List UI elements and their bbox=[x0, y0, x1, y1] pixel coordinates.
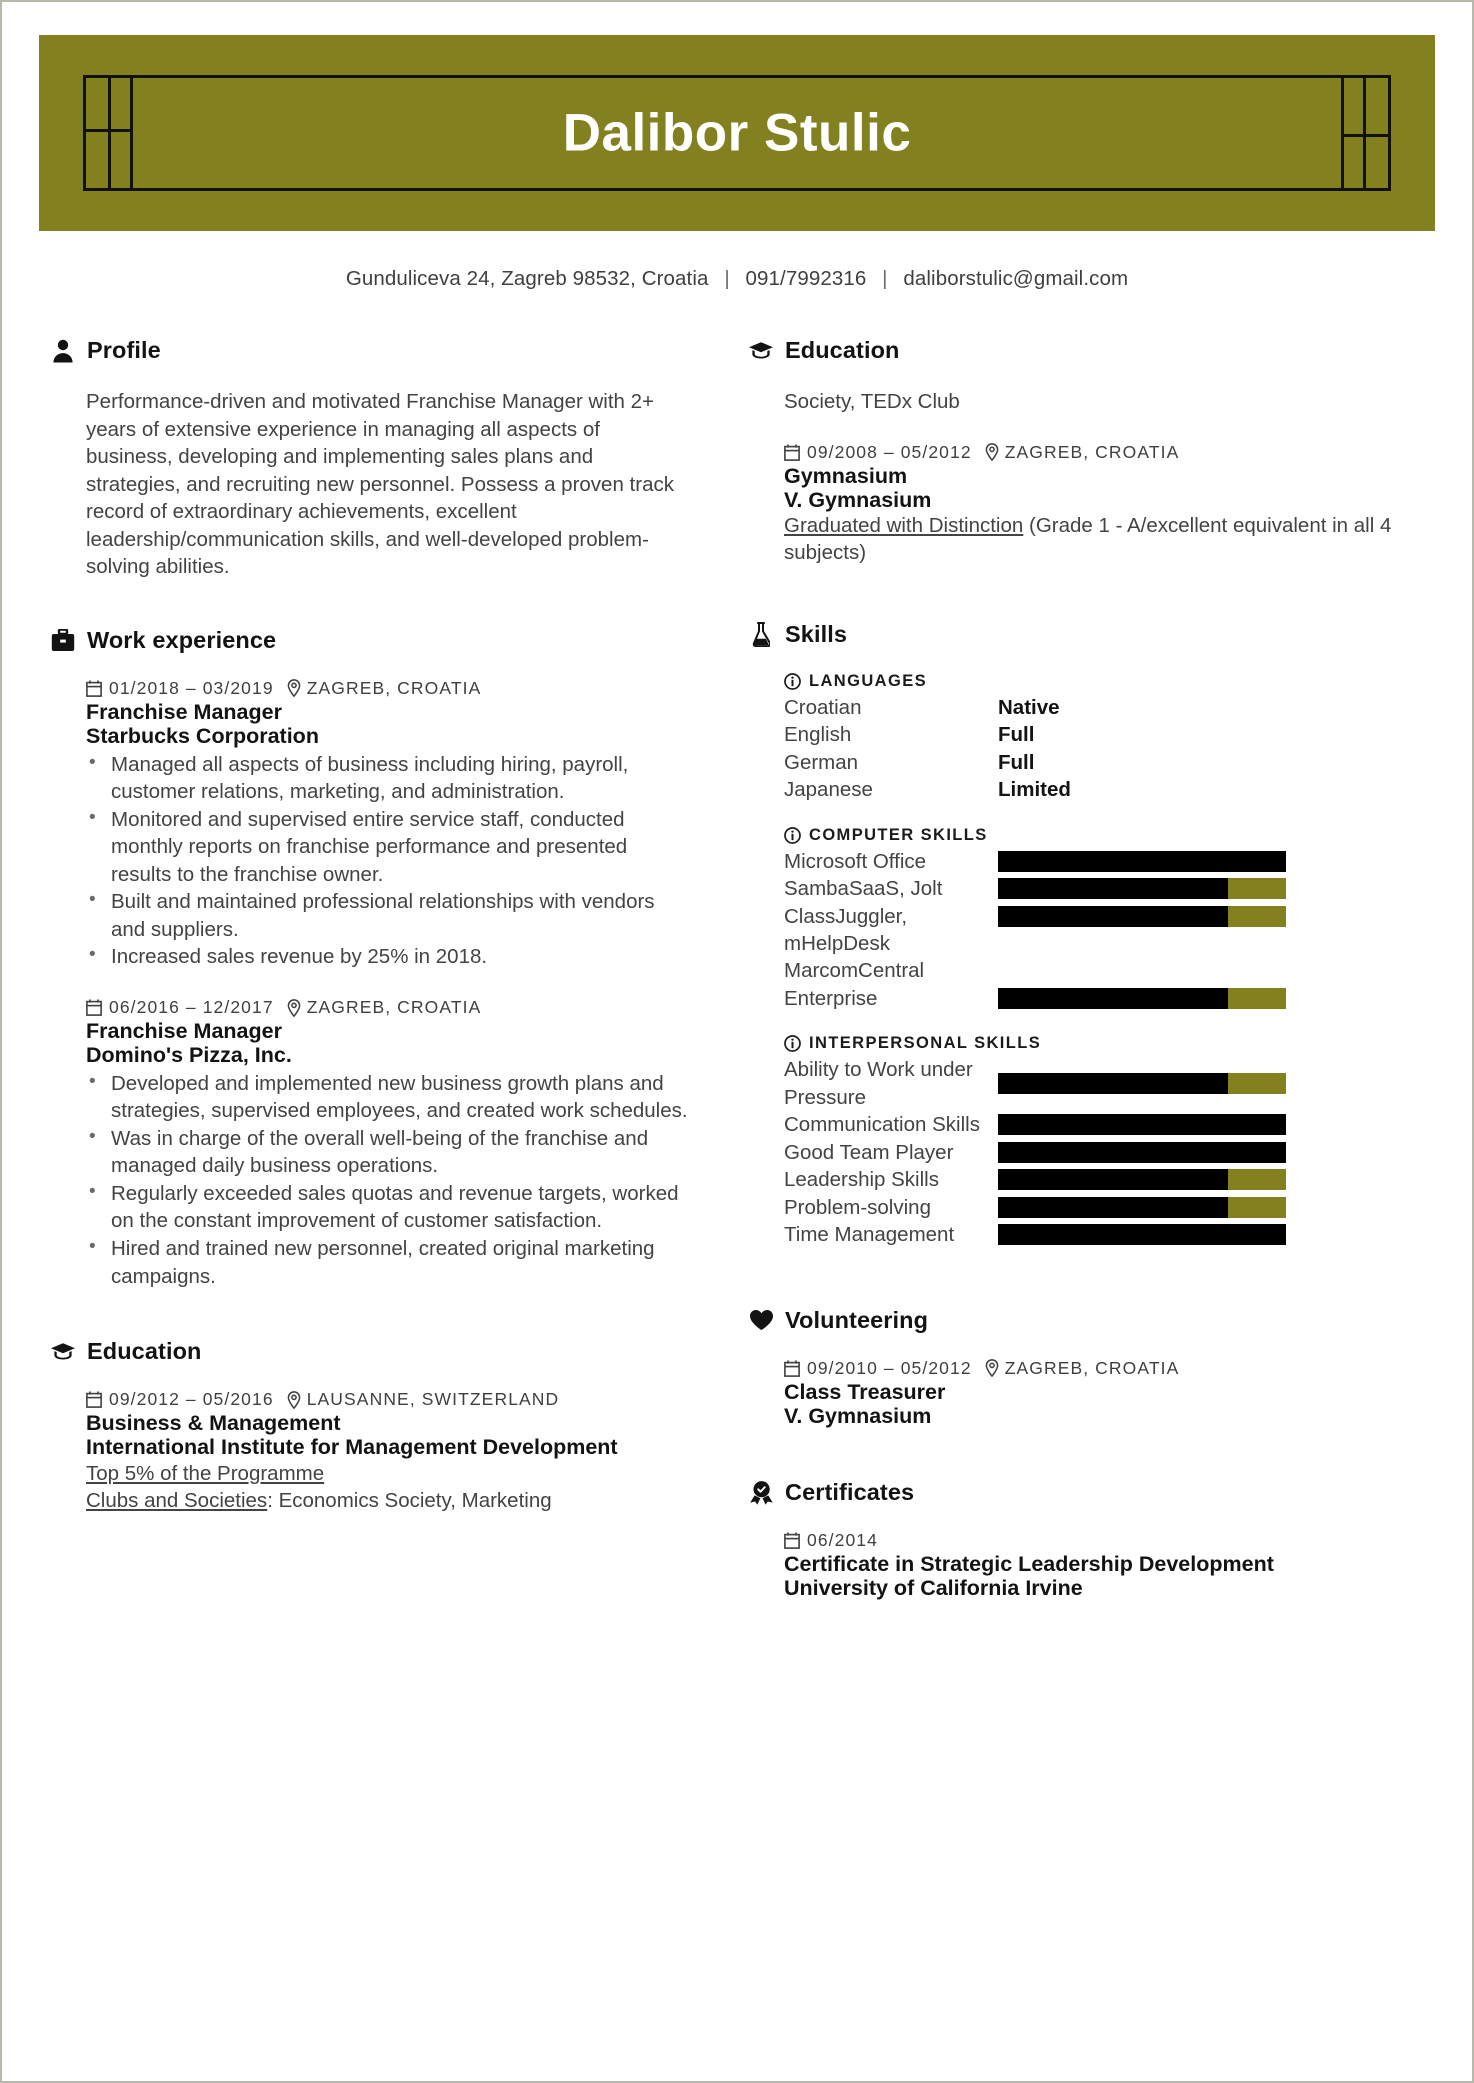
language-name: Croatian bbox=[784, 695, 862, 719]
language-level: Limited bbox=[998, 778, 1071, 802]
education-entry-location: ZAGREB, CROATIA bbox=[1004, 441, 1180, 462]
skill-group-interpersonal bbox=[784, 1034, 1428, 1249]
education-entry-honor-line bbox=[86, 1460, 690, 1487]
location-pin-icon bbox=[287, 999, 301, 1017]
skill-bar-fill bbox=[998, 1224, 1286, 1245]
skill-bar-row bbox=[784, 1139, 1428, 1167]
certificates-title: Certificates bbox=[785, 1478, 915, 1505]
skill-bar-track bbox=[998, 1224, 1286, 1245]
work-entry-dates: 01/2018 – 03/2019 bbox=[109, 677, 274, 698]
volunteering-entry-dates: 09/2010 – 05/2012 bbox=[807, 1357, 972, 1378]
calendar-icon bbox=[86, 680, 102, 697]
skill-group-languages bbox=[784, 672, 1428, 804]
work-entry-meta bbox=[86, 997, 690, 1018]
skill-name: Good Team Player bbox=[784, 1140, 954, 1164]
skill-name: Ability to Work under Pressure bbox=[784, 1058, 973, 1109]
certificate-entry-issuer: University of California Irvine bbox=[784, 1575, 1083, 1600]
location-pin-icon bbox=[287, 679, 301, 697]
education-entry-location: LAUSANNE, SWITZERLAND bbox=[306, 1389, 560, 1410]
skills-heading bbox=[748, 621, 1428, 648]
contact-line bbox=[2, 267, 1472, 291]
work-title: Work experience bbox=[87, 626, 277, 653]
briefcase-icon bbox=[50, 627, 76, 653]
language-level: Native bbox=[998, 695, 1060, 719]
language-level: Full bbox=[998, 723, 1035, 747]
profile-text: Performance-driven and motivated Franchise Manager with 2+ years of extensive experience in managing all aspects of business, developing and implementing sales plans and strategies, and recruiting new personnel. Possess a proven track record of extraordinary achievements, excellent leadership/communication skills, and well-developed problem-solving abilities. bbox=[86, 390, 674, 579]
section-education-right bbox=[748, 337, 1428, 567]
section-skills bbox=[748, 621, 1428, 1249]
section-certificates bbox=[748, 1479, 1428, 1601]
education-entry-clubs-value: : Economics Society, Marketing bbox=[267, 1488, 552, 1512]
volunteering-heading bbox=[748, 1307, 1428, 1334]
graduation-cap-icon bbox=[748, 338, 774, 364]
skill-bar-track bbox=[998, 1197, 1286, 1218]
skill-bar-row bbox=[784, 1166, 1428, 1194]
volunteering-entry-meta bbox=[784, 1358, 1428, 1379]
language-name: English bbox=[784, 723, 852, 747]
work-entry-dates: 06/2016 – 12/2017 bbox=[109, 997, 274, 1017]
contact-phone: 091/7992316 bbox=[745, 267, 867, 290]
skill-bar-track bbox=[998, 851, 1286, 872]
skill-bar-track bbox=[998, 906, 1286, 927]
education-entry-degree: Business & Management bbox=[86, 1411, 341, 1436]
section-education-left bbox=[50, 1338, 690, 1514]
flask-icon bbox=[748, 621, 774, 647]
bullet-item: • Monitored and supervised entire service staff, conducted monthly reports on franchise performance and presented results to the franchise owner. bbox=[86, 806, 690, 889]
work-entry-location: ZAGREB, CROATIA bbox=[306, 997, 482, 1017]
skill-bar-track bbox=[998, 988, 1286, 1009]
skill-bar-track bbox=[998, 878, 1286, 899]
skill-bar-fill bbox=[998, 878, 1228, 899]
language-name: Japanese bbox=[784, 778, 873, 802]
skill-name: Problem-solving bbox=[784, 1195, 931, 1219]
calendar-icon bbox=[784, 1360, 800, 1377]
bullet-item: • Developed and implemented new business growth plans and strategies, supervised employees, and created work schedules. bbox=[86, 1070, 690, 1125]
certificate-entry-meta bbox=[784, 1530, 1428, 1551]
certificates-heading bbox=[748, 1479, 1428, 1506]
volunteering-title: Volunteering bbox=[785, 1306, 929, 1333]
work-entry-company: Starbucks Corporation bbox=[86, 724, 319, 749]
language-row bbox=[784, 694, 1428, 721]
skill-bar-row bbox=[784, 903, 1428, 958]
education-right-title: Education bbox=[785, 337, 900, 363]
work-entry-role: Franchise Manager bbox=[86, 699, 282, 724]
work-entry-role: Franchise Manager bbox=[86, 1019, 282, 1043]
candidate-name: Dalibor Stulic bbox=[562, 103, 912, 163]
work-entry-bullets bbox=[86, 751, 690, 972]
skill-bar-row bbox=[784, 1056, 1428, 1111]
profile-title: Profile bbox=[87, 337, 161, 363]
skill-bar-fill bbox=[998, 1114, 1286, 1135]
calendar-icon bbox=[784, 444, 800, 461]
language-level: Full bbox=[998, 750, 1035, 774]
location-pin-icon bbox=[287, 1391, 301, 1409]
skill-name: Microsoft Office bbox=[784, 849, 927, 873]
skill-bar-track bbox=[998, 1073, 1286, 1094]
languages-group-heading bbox=[784, 672, 1428, 691]
education-entry-honor-rest: (Grade 1 - A/excellent equivalent in all 4 subjects) bbox=[784, 514, 1392, 565]
interpersonal-group-heading bbox=[784, 1034, 1428, 1053]
bullet-item: • Managed all aspects of business including hiring, payroll, customer relations, marketing, and administration. bbox=[86, 751, 690, 806]
education-entry-honor: Graduated with Distinction bbox=[784, 514, 1024, 538]
bullet-item: • Hired and trained new personnel, created original marketing campaigns. bbox=[86, 1235, 690, 1290]
left-column bbox=[50, 337, 690, 1518]
education-left-heading bbox=[50, 1338, 690, 1365]
language-row bbox=[784, 721, 1428, 748]
section-work-experience bbox=[50, 627, 690, 1290]
interpersonal-group-label: INTERPERSONAL SKILLS bbox=[809, 1034, 1042, 1053]
work-entry-bullets bbox=[86, 1070, 690, 1291]
skill-bar-row bbox=[784, 1194, 1428, 1222]
skill-name: MarcomCentral Enterprise bbox=[784, 959, 925, 1010]
header-banner bbox=[39, 35, 1435, 231]
section-volunteering bbox=[748, 1307, 1428, 1429]
info-icon bbox=[784, 1035, 801, 1052]
skill-name: SambaSaaS, Jolt bbox=[784, 877, 943, 900]
contact-address: Gunduliceva 24, Zagreb 98532, Croatia bbox=[345, 267, 709, 290]
contact-separator-1: | bbox=[724, 267, 730, 290]
work-entry-meta bbox=[86, 678, 690, 699]
location-pin-icon bbox=[985, 1359, 999, 1377]
computer-group-heading bbox=[784, 826, 1428, 845]
volunteering-entry-role: Class Treasurer bbox=[784, 1379, 946, 1404]
skill-bar-fill bbox=[998, 1197, 1228, 1218]
skill-bar-track bbox=[998, 1114, 1286, 1135]
education-entry-school: International Institute for Management Development bbox=[86, 1435, 618, 1460]
profile-heading bbox=[50, 337, 690, 364]
skill-group-computer bbox=[784, 826, 1428, 1013]
skills-title: Skills bbox=[785, 620, 848, 647]
location-pin-icon bbox=[985, 443, 999, 461]
volunteering-entry-location: ZAGREB, CROATIA bbox=[1004, 1357, 1180, 1378]
award-badge-icon bbox=[748, 1479, 774, 1505]
right-column bbox=[748, 337, 1428, 1604]
education-left-title: Education bbox=[87, 1338, 202, 1365]
education-entry-clubs-line bbox=[86, 1487, 690, 1514]
volunteering-entry-organization: V. Gymnasium bbox=[784, 1404, 932, 1429]
education-entry bbox=[86, 1389, 690, 1514]
calendar-icon bbox=[86, 1391, 102, 1408]
calendar-icon bbox=[784, 1532, 800, 1549]
work-entry-location: ZAGREB, CROATIA bbox=[306, 677, 482, 698]
skill-name: Leadership Skills bbox=[784, 1168, 939, 1192]
work-heading bbox=[50, 627, 690, 654]
computer-group-label: COMPUTER SKILLS bbox=[809, 825, 988, 844]
volunteering-entry bbox=[784, 1358, 1428, 1429]
skill-bar-row bbox=[784, 875, 1428, 903]
skill-bar-fill bbox=[998, 1169, 1228, 1190]
info-icon bbox=[784, 827, 801, 844]
languages-group-label: LANGUAGES bbox=[809, 671, 928, 690]
language-row bbox=[784, 749, 1428, 776]
certificate-entry-dates: 06/2014 bbox=[807, 1529, 878, 1550]
education-entry-dates: 09/2012 – 05/2016 bbox=[109, 1389, 274, 1410]
section-profile bbox=[50, 337, 690, 581]
education-entry bbox=[784, 442, 1428, 567]
education-entry-honor-line bbox=[784, 512, 1428, 567]
work-entry bbox=[86, 997, 690, 1290]
info-icon bbox=[784, 673, 801, 690]
bullet-item: • Was in charge of the overall well-being of the franchise and managed daily business operations. bbox=[86, 1125, 690, 1180]
education-right-continuation: Society, TEDx Club bbox=[784, 390, 960, 413]
contact-separator-2: | bbox=[882, 267, 888, 290]
skill-bar-fill bbox=[998, 1073, 1228, 1094]
skill-bar-fill bbox=[998, 1142, 1286, 1163]
content-columns bbox=[50, 337, 1424, 1604]
education-entry-clubs-label: Clubs and Societies bbox=[86, 1488, 268, 1512]
skill-bar-track bbox=[998, 1169, 1286, 1190]
skill-bar-fill bbox=[998, 851, 1286, 872]
education-entry-school: V. Gymnasium bbox=[784, 487, 932, 512]
education-entry-honor: Top 5% of the Programme bbox=[86, 1461, 325, 1485]
skill-bar-row bbox=[784, 1111, 1428, 1139]
work-entry bbox=[86, 678, 690, 971]
skill-name: Time Management bbox=[784, 1223, 955, 1247]
bullet-item: • Increased sales revenue by 25% in 2018. bbox=[86, 943, 690, 971]
calendar-icon bbox=[86, 999, 102, 1016]
skill-name: Communication Skills bbox=[784, 1113, 980, 1137]
bullet-item: • Built and maintained professional relationships with vendors and suppliers. bbox=[86, 888, 690, 943]
skill-bar-row bbox=[784, 957, 1428, 1012]
education-entry-dates: 09/2008 – 05/2012 bbox=[807, 441, 972, 462]
skill-bar-fill bbox=[998, 906, 1228, 927]
language-name: German bbox=[784, 750, 859, 774]
contact-email: daliborstulic@gmail.com bbox=[903, 267, 1129, 290]
skill-bar-row bbox=[784, 848, 1428, 876]
skill-bar-row bbox=[784, 1221, 1428, 1249]
work-entry-company: Domino's Pizza, Inc. bbox=[86, 1043, 292, 1068]
skill-bar-fill bbox=[998, 988, 1228, 1009]
skill-bar-track bbox=[998, 1142, 1286, 1163]
certificate-entry bbox=[784, 1530, 1428, 1601]
bullet-item: • Regularly exceeded sales quotas and revenue targets, worked on the constant improvement of customer satisfaction. bbox=[86, 1180, 690, 1235]
person-icon bbox=[50, 338, 76, 364]
graduation-cap-icon bbox=[50, 1339, 76, 1365]
education-entry-meta bbox=[86, 1389, 690, 1410]
education-right-heading bbox=[748, 337, 1428, 364]
language-row bbox=[784, 776, 1428, 803]
education-entry-degree: Gymnasium bbox=[784, 463, 908, 488]
education-entry-meta bbox=[784, 442, 1428, 463]
skill-name: ClassJuggler, mHelpDesk bbox=[784, 904, 908, 955]
heart-icon bbox=[748, 1307, 774, 1333]
certificate-entry-name: Certificate in Strategic Leadership Development bbox=[784, 1551, 1274, 1576]
